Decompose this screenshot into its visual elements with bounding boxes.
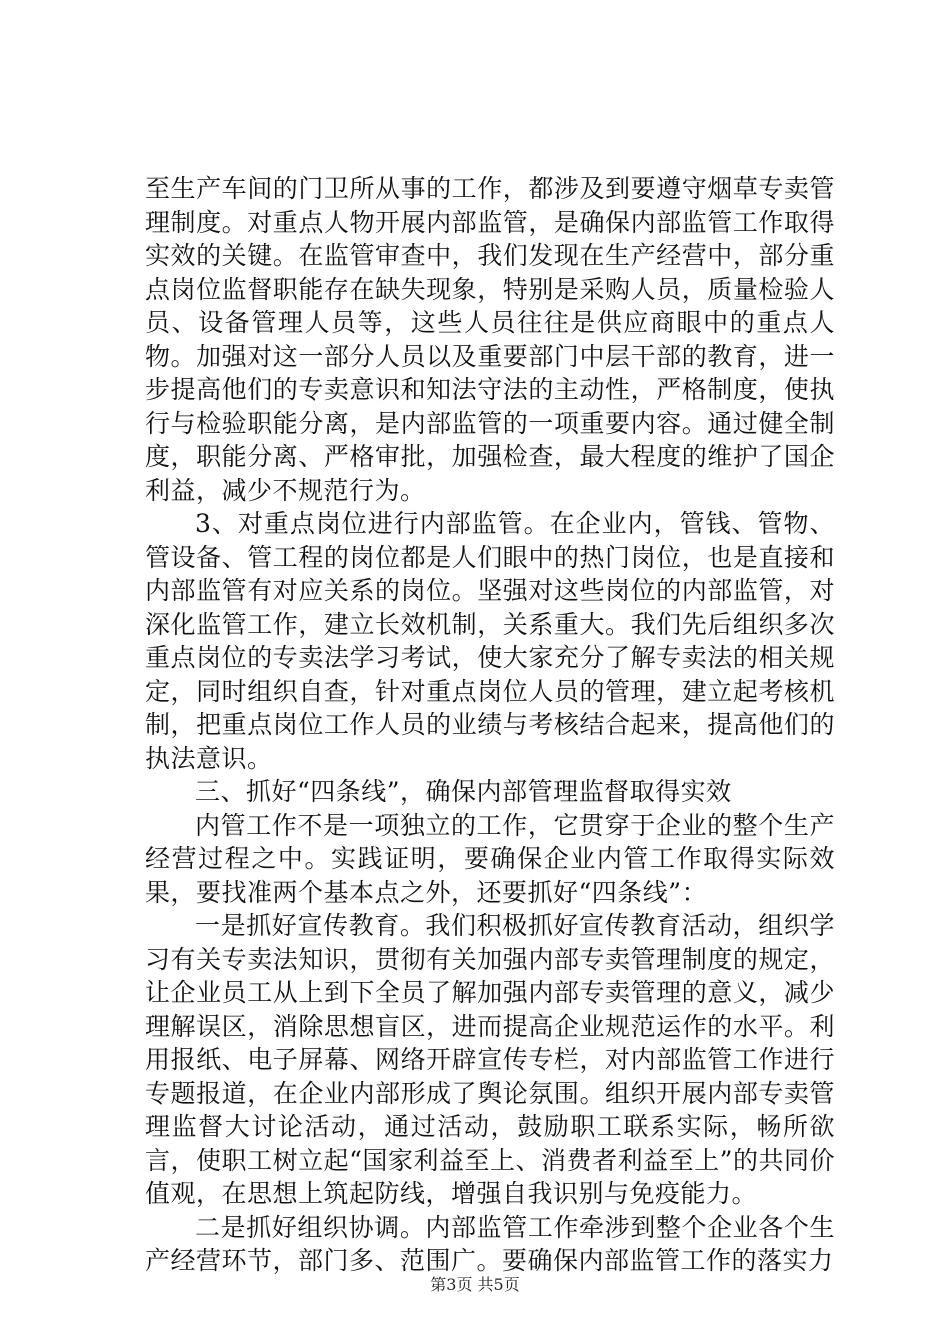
paragraph-3: 内管工作不是一项独立的工作，它贯穿于企业的整个生产经营过程之中。实践证明，要确保企业内管工作取得实际效果，要找准两个基本点之外，还要抓好“四条线”： — [145, 810, 835, 907]
page-footer: 第3页 共5页 — [430, 1275, 520, 1294]
paragraph-4: 一是抓好宣传教育。我们积极抓好宣传教育活动，组织学习有关专卖法知识，贯彻有关加强内部专卖管理制度的规定，让企业员工从上到下全员了解加强内部专卖管理的意义，减少理解误区，消除思想盲区，进而提高企业规范运作的水平。利用报纸、电子屏幕、网络开辟宣传专栏，对内部监管工作进行专题报道，在企业内部形成了舆论氛围。组织开展内部专卖管理监督大讨论活动，通过活动，鼓励职工联系实际，畅所欲言，使职工树立起“国家利益至上、消费者利益至上”的共同价值观，在思想上筑起防线，增强自我识别与免疫能力。 — [145, 911, 835, 1208]
section-heading: 三、抓好“四条线”，确保内部管理监督取得实效 — [195, 777, 732, 806]
document-body — [145, 172, 835, 1278]
paragraph-2: 3、对重点岗位进行内部监管。在企业内，管钱、管物、管设备、管工程的岗位都是人们眼中的热门岗位，也是直接和内部监管有对应关系的岗位。坚强对这些岗位的内部监管，对深化监管工作，建立长效机制，关系重大。我们先后组织多次重点岗位的专卖法学习考试，使大家充分了解专卖法的相关规定，同时组织自查，针对重点岗位人员的管理，建立起考核机制，把重点岗位工作人员的业绩与考核结合起来，提高他们的执法意识。 — [145, 509, 835, 773]
paragraph-5: 二是抓好组织协调。内部监管工作牵涉到整个企业各个生产经营环节，部门多、范围广。要确保内部监管工作的落实力 — [145, 1212, 835, 1275]
paragraph-1: 至生产车间的门卫所从事的工作，都涉及到要遵守烟草专卖管理制度。对重点人物开展内部监管，是确保内部监管工作取得实效的关键。在监管审查中，我们发现在生产经营中，部分重点岗位监督职能存在缺失现象，特别是采购人员，质量检验人员、设备管理人员等，这些人员往往是供应商眼中的重点人物。加强对这一部分人员以及重要部门中层干部的教育，进一步提高他们的专卖意识和知法守法的主动性，严格制度，使执行与检验职能分离，是内部监管的一项重要内容。通过健全制度，职能分离、严格审批，加强检查，最大程度的维护了国企利益，减少不规范行为。 — [145, 174, 835, 505]
